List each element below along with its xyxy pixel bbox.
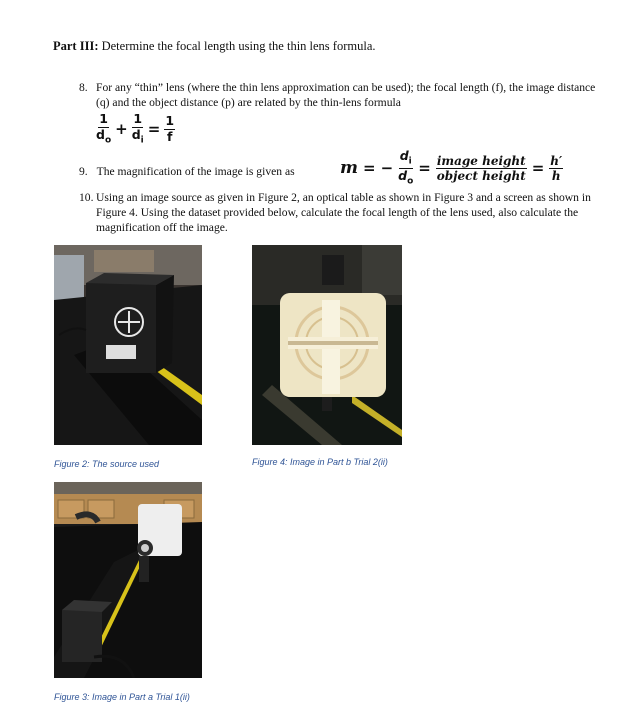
figure-4-caption: Figure 4: Image in Part b Trial 2(ii) [252, 457, 388, 467]
item-8 [79, 80, 599, 110]
item-8-text: For any “thin” lens (where the thin lens approximation can be used); the focal length (f), the image distance (q) and the object distance (p) are related by the thin-lens formula [96, 81, 596, 109]
frac-1-over-di: $\frac{1}{d_i}$ [131, 111, 144, 145]
frac-hprime-over-h: $\frac{h'}{h}$ [550, 153, 563, 183]
part-text: Determine the focal length using the thin lens formula. [101, 39, 376, 53]
item-8-number: 8. [79, 81, 88, 94]
item-10-text: Using an image source as given in Figure 2, an optical table as shown in Figure 3 and a screen as shown in Figure 4. Using the dataset provided below, calculate the focal length of the lens used, also calculate the magnification off the image. [96, 191, 591, 234]
part-title [53, 39, 376, 54]
source-photo-art [54, 245, 202, 445]
figure-2-photo [54, 245, 202, 445]
table-photo-art [54, 482, 202, 678]
screen-photo-art [252, 245, 402, 445]
item-9 [79, 164, 295, 179]
plus-sign: + [115, 120, 128, 138]
item-10 [79, 190, 609, 235]
figure-3-caption: Figure 3: Image in Part a Trial 1(ii) [54, 692, 190, 702]
symbol-m: m [340, 158, 358, 178]
thin-lens-formula [96, 113, 175, 145]
magnification-formula: m = − $\frac{d_i}{d_o}$ = $\frac{\text{image height}}{\text{object height}}$ = $\frac{h'}{h}$ [340, 148, 563, 186]
equals-sign: = [147, 120, 161, 138]
item-9-number: 9. [79, 165, 88, 178]
figure-3-photo [54, 482, 202, 678]
part-label: Part III: [53, 39, 99, 53]
item-10-number: 10. [79, 191, 94, 204]
frac-image-over-object-height: $\frac{\text{image height}}{\text{object height}}$ [436, 153, 526, 183]
figure-4-photo [252, 245, 402, 445]
item-9-text: The magnification of the image is given as [96, 165, 295, 178]
frac-di-over-do: $\frac{d_i}{d_o}$ [398, 148, 414, 186]
frac-1-over-do: $\frac{1}{d_o}$ [96, 111, 112, 145]
figure-2-caption: Figure 2: The source used [54, 459, 160, 469]
frac-1-over-f: $\frac{1}{f}$ [165, 113, 175, 144]
